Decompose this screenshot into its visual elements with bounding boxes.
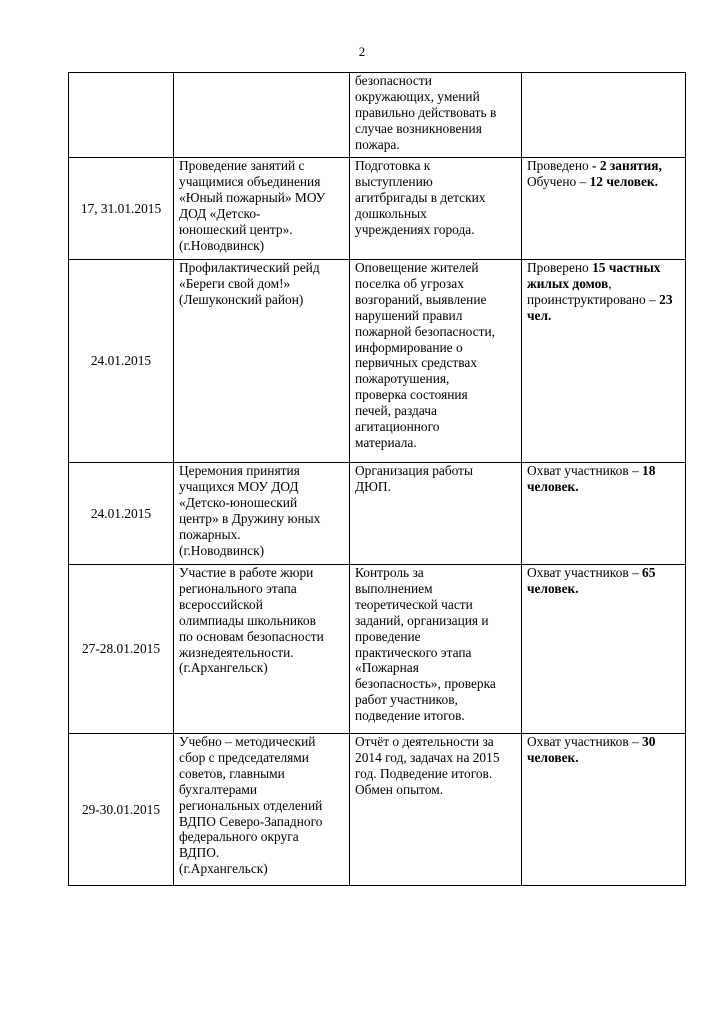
event-text: Профилактический рейд «Береги свой дом!» (Лешуконский район)	[179, 260, 320, 307]
date-cell	[69, 158, 174, 260]
event-cell	[174, 73, 350, 158]
page-number: 2	[358, 44, 366, 59]
date-cell	[69, 734, 174, 886]
event-text: Учебно – методический сбор с председателями советов, главными бухгалтерами региональных отделений ВДПО Северо-Западного федерального округа ВДПО. (г.Архангельск)	[179, 734, 323, 877]
result-text-part: Обучено –	[527, 173, 587, 189]
result-bold-part: 15 частных жилых домов	[527, 260, 661, 291]
result-text-part: Охват участников –	[527, 463, 643, 478]
table-row	[69, 73, 686, 158]
event-cell	[174, 158, 350, 260]
table-row	[69, 463, 686, 565]
date-text: 17, 31.01.2015	[80, 200, 162, 216]
content-cell	[350, 260, 522, 463]
event-text: Церемония принятия учащихся МОУ ДОД «Детско-юношеский центр» в Дружину юных пожарных. (г.Новодвинск)	[179, 463, 321, 558]
result-text-part: , проинструктировано –	[527, 275, 656, 307]
event-cell	[174, 463, 350, 565]
content-text: безопасности окружающих, умений правильно действовать в случае возникновения пожара.	[355, 73, 497, 152]
result-text-part: Проверено	[527, 260, 593, 275]
content-text: Отчёт о деятельности за 2014 год, задачах на 2015 год. Подведение итогов. Обмен опытом.	[355, 734, 500, 797]
result-cell	[522, 734, 686, 886]
result-text	[527, 565, 682, 597]
event-text: Участие в работе жюри регионального этапа всероссийской олимпиады школьников по основам безопасности жизнедеятельности. (г.Архангельск)	[179, 565, 324, 676]
content-cell	[350, 158, 522, 260]
date-text: 27-28.01.2015	[81, 641, 161, 657]
result-text	[527, 260, 682, 324]
result-bold-part: 30 человек.	[527, 734, 656, 765]
result-bold-part: 65 человек.	[527, 565, 656, 596]
table-row	[69, 158, 686, 260]
date-cell	[69, 463, 174, 565]
result-text-part: Проведено	[527, 158, 593, 173]
event-cell	[174, 734, 350, 886]
date-text: 24.01.2015	[90, 353, 152, 369]
result-cell	[522, 565, 686, 734]
event-cell	[174, 260, 350, 463]
content-cell	[350, 565, 522, 734]
event-text: Проведение занятий с учащимися объединения «Юный пожарный» МОУ ДОД «Детско- юношеский центр». (г.Новодвинск)	[179, 158, 326, 253]
content-cell	[350, 734, 522, 886]
date-cell	[69, 73, 174, 158]
result-cell	[522, 260, 686, 463]
date-cell	[69, 565, 174, 734]
date-text: 24.01.2015	[90, 505, 152, 521]
content-cell	[350, 463, 522, 565]
content-text: Контроль за выполнением теоретической части заданий, организация и проведение практического этапа «Пожарная безопасность», проверка работ участников, подведение итогов.	[355, 565, 496, 724]
content-text: Подготовка к выступлению агитбригады в детских дошкольных учреждениях города.	[355, 158, 486, 237]
content-text: Организация работы ДЮП.	[355, 463, 474, 494]
date-text: 29-30.01.2015	[81, 801, 161, 817]
events-table	[68, 72, 686, 886]
table-row	[69, 260, 686, 463]
date-cell	[69, 260, 174, 463]
event-cell	[174, 565, 350, 734]
result-text	[527, 734, 682, 766]
table-row	[69, 565, 686, 734]
result-cell	[522, 158, 686, 260]
content-cell	[350, 73, 522, 158]
result-bold-part: 18 человек.	[527, 463, 656, 494]
result-bold-part: 12 человек.	[589, 173, 658, 189]
result-text	[527, 463, 682, 495]
table-row	[69, 734, 686, 886]
result-cell	[522, 73, 686, 158]
result-bold-part: 23 чел.	[527, 291, 673, 323]
result-text-part: Охват участников –	[527, 565, 643, 580]
result-bold-part: - 2 занятия,	[592, 158, 662, 173]
content-text: Оповещение жителей поселка об угрозах возгораний, выявление нарушений правил пожарной безопасности, информирование о первичных средствах пожаротушения, проверка состояния печей, раздача агитационного материала.	[355, 260, 496, 450]
result-text-part: Охват участников –	[527, 734, 643, 749]
result-text	[527, 158, 682, 190]
result-cell	[522, 463, 686, 565]
